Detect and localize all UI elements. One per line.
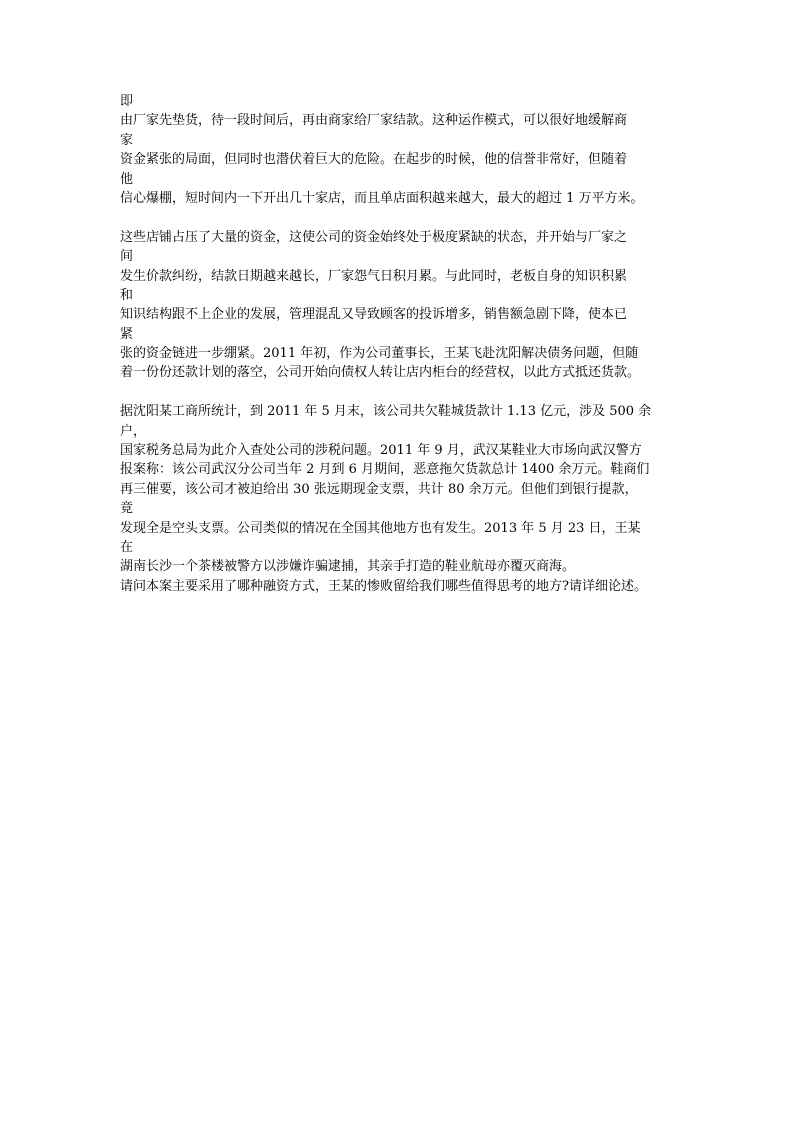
- text-line: 着一份份还款计划的落空，公司开始向债权人转让店内柜台的经营权，以此方式抵还货款。: [120, 365, 641, 381]
- text-line: 湖南长沙一个茶楼被警方以涉嫌诈骗逮捕，其亲手打造的鞋业航母亦覆灭商海。: [120, 559, 576, 575]
- case-study-text: [120, 92, 690, 596]
- question-line: 请问本案主要采用了哪种融资方式，王某的惨败留给我们哪些值得思考的地方?请详细论述。: [120, 578, 647, 594]
- text-line: 国家税务总局为此介入查处公司的涉税问题。2011 年 9 月，武汉某鞋业大市场向武汉警方: [120, 443, 642, 459]
- text-line: 家: [120, 132, 134, 148]
- text-line: 和: [120, 287, 134, 303]
- text-line: 再三催要，该公司才被迫给出 30 张远期现金支票，共计 80 余万元。但他们到银行提款，: [120, 481, 638, 497]
- text-line: 紧: [120, 326, 134, 342]
- text-line: 由厂家先垫货，待一段时间后，再由商家给厂家结款。这种运作模式，可以很好地缓解商: [120, 113, 628, 129]
- text-line: 这些店铺占压了大量的资金，这使公司的资金始终处于极度紧缺的状态，并开始与厂家之: [120, 229, 628, 245]
- text-line: 户，: [120, 423, 147, 439]
- text-line: 据沈阳某工商所统计，到 2011 年 5 月末，该公司共欠鞋城货款计 1.13 亿元，涉及 500 余: [120, 404, 652, 420]
- text-line: 竟: [120, 501, 134, 517]
- text-line: 他: [120, 171, 134, 187]
- paragraph-gap: [120, 208, 690, 227]
- text-line: 在: [120, 539, 134, 555]
- text-line: 即: [120, 94, 134, 109]
- text-line: 间: [120, 249, 134, 265]
- text-line: 资金紧张的局面，但同时也潜伏着巨大的危险。在起步的时候，他的信誉非常好，但随着: [120, 152, 628, 168]
- text-line: 发现全是空头支票。公司类似的情况在全国其他地方也有发生。2013 年 5 月 23 日，王某: [120, 520, 641, 536]
- text-line: 报案称：该公司武汉分公司当年 2 月到 6 月期间，恶意拖欠货款总计 1400 余万元。鞋商们: [120, 462, 650, 478]
- paragraph-gap: [120, 383, 690, 402]
- text-line: 知识结构跟不上企业的发展，管理混乱又导致顾客的投诉增多，销售额急剧下降，使本已: [120, 307, 628, 323]
- text-line: 张的资金链进一步绷紧。2011 年初，作为公司董事长，王某飞赴沈阳解决债务问题，但随: [120, 346, 639, 362]
- text-line: 发生价款纠纷，结款日期越来越长，厂家怨气日积月累。与此同时，老板自身的知识积累: [120, 268, 628, 284]
- text-line: 信心爆棚，短时间内一下开出几十家店，而且单店面积越来越大，最大的超过 1 万平方米。: [120, 190, 644, 206]
